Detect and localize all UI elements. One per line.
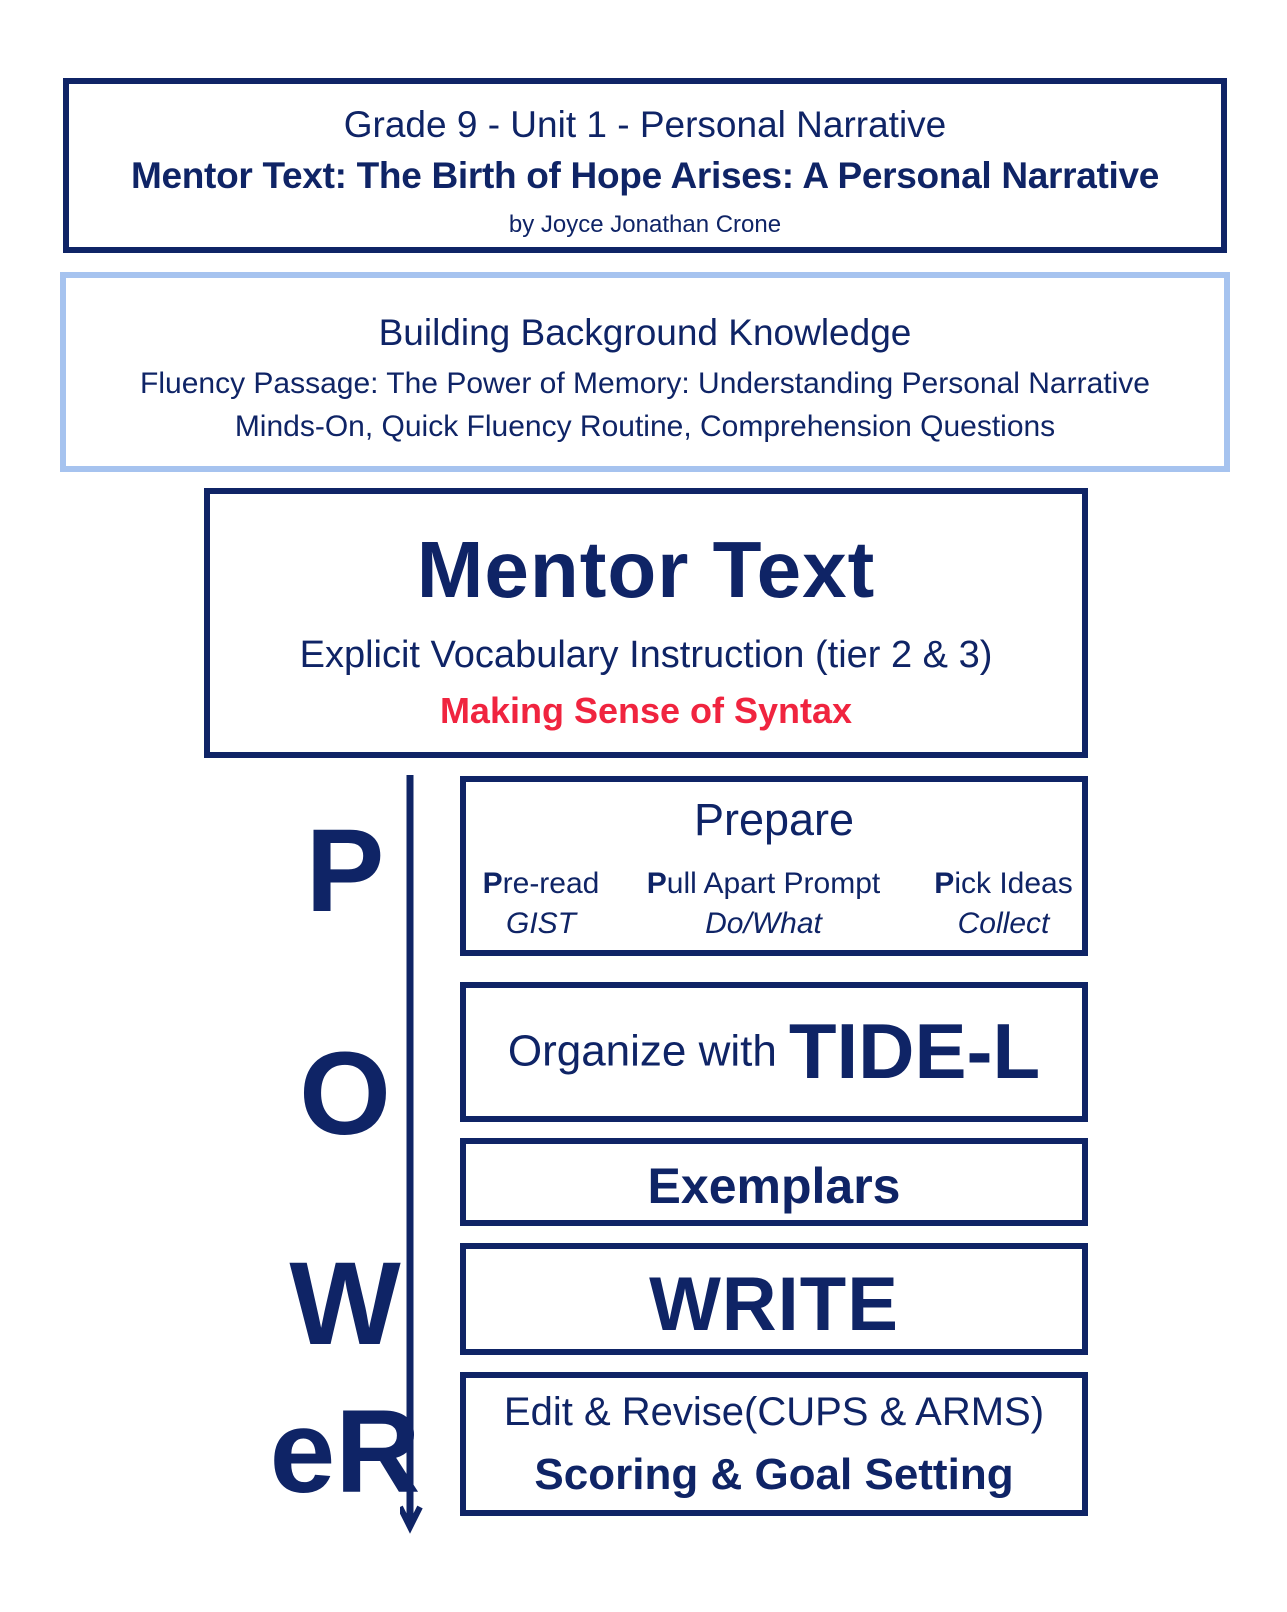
step-pick-ideas (921, 867, 1086, 941)
down-arrow-icon (400, 775, 450, 1535)
scoring-goal-line: Scoring & Goal Setting (534, 1450, 1014, 1499)
prepare-box (460, 776, 1088, 956)
step-initial: P (482, 867, 503, 900)
power-letter-er: eR (269, 1386, 421, 1518)
power-letter-w: W (289, 1238, 401, 1370)
organize-text: Organize with (507, 1026, 777, 1076)
author-line: by Joyce Jonathan Crone (508, 211, 782, 238)
step-initial: P (934, 867, 955, 900)
edit-revise-box (460, 1372, 1088, 1516)
step-initial: P (646, 867, 667, 900)
step-label: ull Apart Prompt (666, 867, 881, 900)
exemplars-label: Exemplars (647, 1158, 901, 1214)
step-label: re-read (502, 867, 600, 900)
step-sub: Do/What (705, 907, 822, 940)
write-label: WRITE (649, 1262, 899, 1347)
vocabulary-line: Explicit Vocabulary Instruction (tier 2 & 3) (299, 634, 993, 676)
power-letter-o: O (299, 1028, 391, 1160)
step-sub: Collect (957, 907, 1050, 940)
mentor-text-box (204, 488, 1088, 758)
header-box (63, 78, 1227, 253)
syntax-line: Making Sense of Syntax (439, 690, 853, 731)
power-letter-p: P (305, 805, 385, 937)
step-label: ick Ideas (954, 867, 1073, 900)
step-sub: GIST (505, 907, 576, 940)
grade-unit-line: Grade 9 - Unit 1 - Personal Narrative (343, 104, 947, 145)
organize-box (460, 982, 1088, 1122)
fluency-passage-line: Fluency Passage: The Power of Memory: Understanding Personal Narrative (140, 367, 1150, 400)
step-pull-apart-prompt (631, 867, 896, 941)
background-knowledge-box (60, 272, 1230, 472)
write-box (460, 1243, 1088, 1355)
activities-line: Minds-On, Quick Fluency Routine, Comprehension Questions (234, 410, 1056, 443)
organize-line (466, 1006, 1082, 1097)
step-preread (466, 867, 616, 941)
prepare-title: Prepare (693, 794, 855, 845)
background-title: Building Background Knowledge (378, 312, 912, 353)
edit-revise-line: Edit & Revise(CUPS & ARMS) (503, 1390, 1045, 1434)
mentor-text-title: Mentor Text: The Birth of Hope Arises: A Personal Narrative (130, 155, 1160, 196)
tide-l-label: TIDE-L (788, 1007, 1041, 1095)
mentor-text-heading: Mentor Text (416, 525, 876, 614)
exemplars-box (460, 1138, 1088, 1226)
